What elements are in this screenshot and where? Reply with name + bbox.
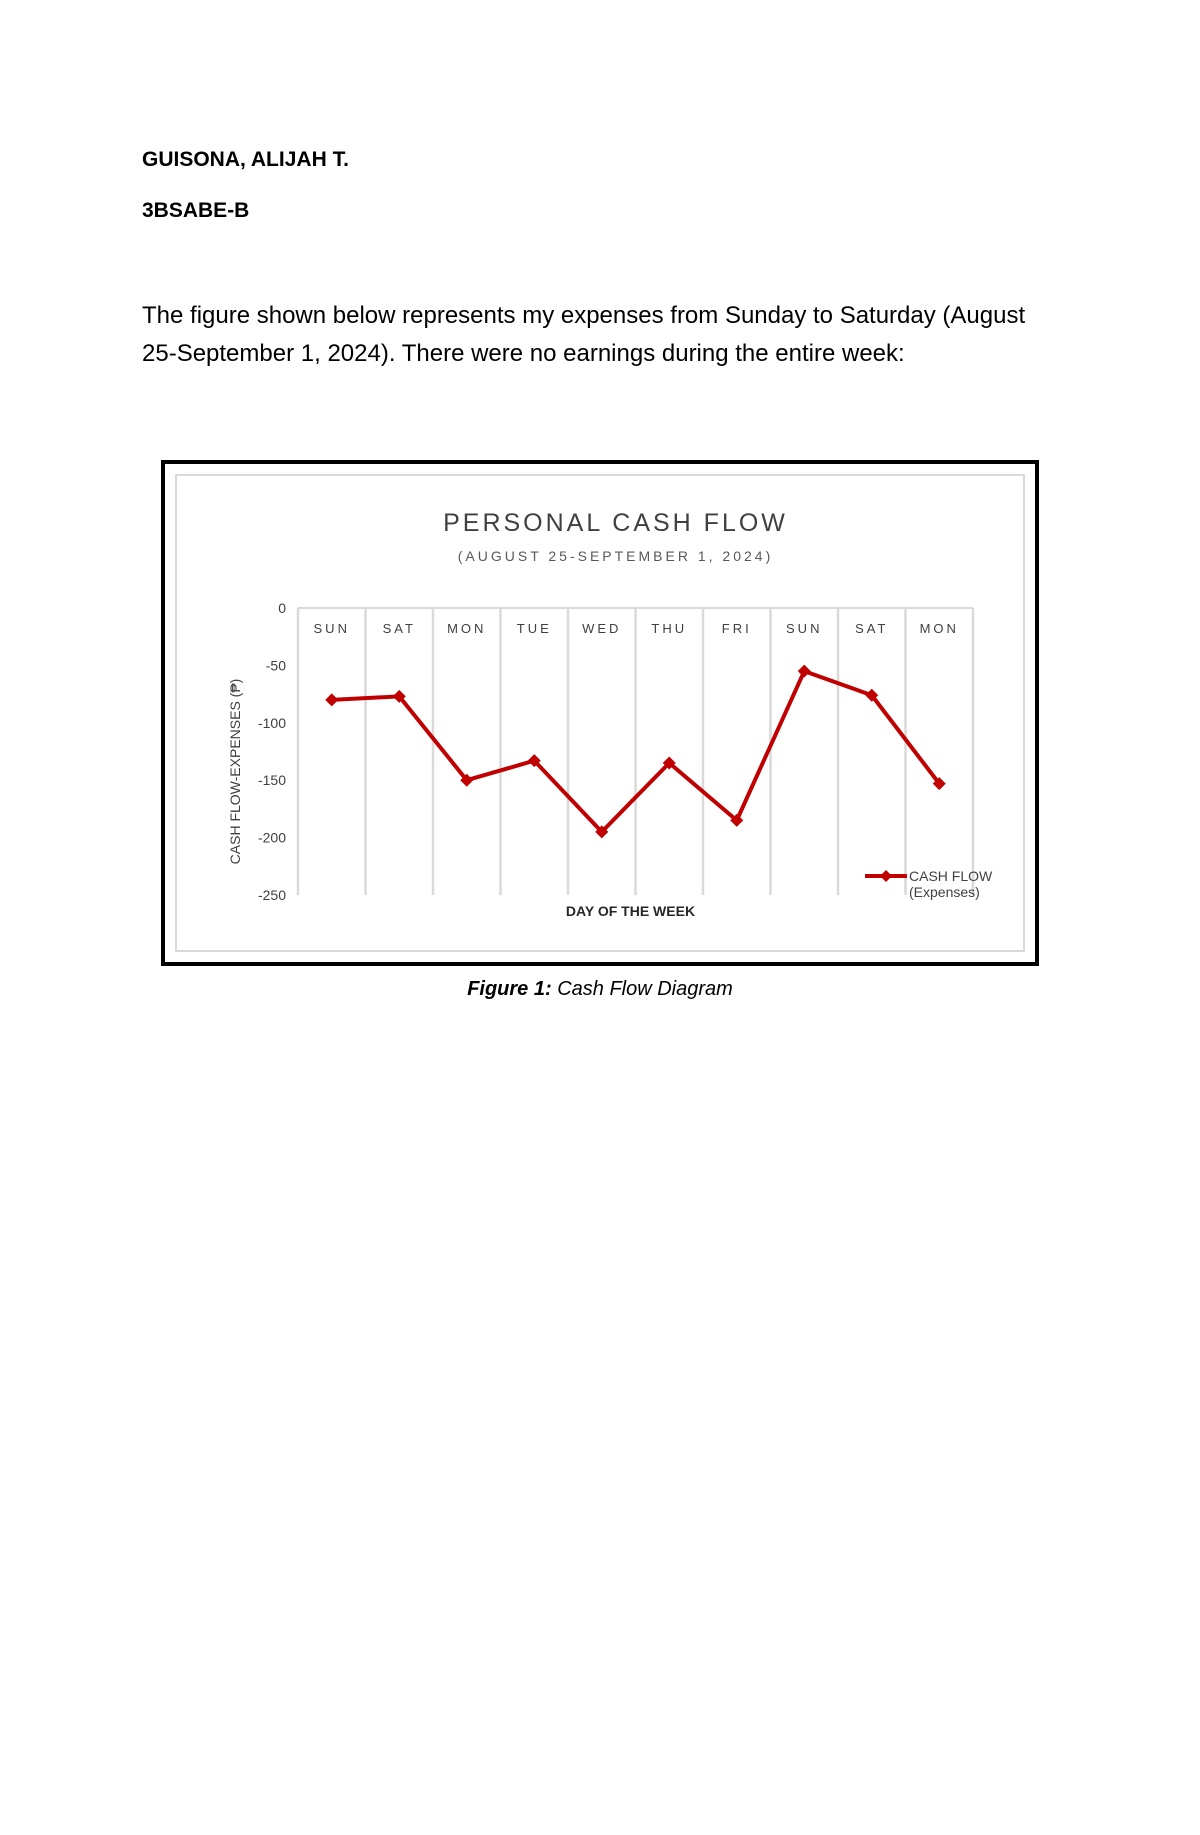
intro-paragraph bbox=[142, 297, 1082, 373]
chart-title: PERSONAL CASH FLOW bbox=[443, 509, 788, 537]
caption-label: Figure 1: bbox=[467, 978, 552, 1000]
legend-marker bbox=[880, 870, 892, 882]
chart-subtitle: (AUGUST 25-SEPTEMBER 1, 2024) bbox=[457, 548, 774, 564]
cash-flow-chart bbox=[165, 464, 1035, 962]
y-tick-label: -100 bbox=[257, 714, 286, 731]
x-tick-label: MON bbox=[919, 621, 959, 636]
x-axis-label: DAY OF THE WEEK bbox=[565, 903, 696, 919]
student-section: 3BSABE-B bbox=[142, 199, 250, 222]
y-tick-label: 0 bbox=[278, 600, 286, 616]
y-tick-label: -50 bbox=[265, 657, 286, 674]
x-tick-label: TUE bbox=[516, 621, 552, 636]
y-tick-label: -150 bbox=[257, 772, 286, 789]
x-tick-label: SUN bbox=[786, 621, 823, 636]
legend-label-line-1: CASH FLOW bbox=[909, 868, 993, 884]
intro-line-1: The figure shown below represents my expenses from Sunday to Saturday (August bbox=[142, 302, 1026, 329]
x-tick-label: THU bbox=[651, 621, 688, 636]
data-point bbox=[798, 665, 811, 678]
y-axis-label: CASH FLOW-EXPENSES (₱) bbox=[227, 678, 243, 865]
y-tick-label: -200 bbox=[257, 829, 286, 846]
x-tick-label: FRI bbox=[721, 621, 752, 636]
x-tick-label: MON bbox=[447, 621, 487, 636]
figure-box bbox=[161, 460, 1039, 966]
x-tick-label: WED bbox=[582, 621, 622, 636]
x-tick-label: SAT bbox=[855, 621, 889, 636]
legend-label bbox=[909, 868, 993, 900]
caption-text: Cash Flow Diagram bbox=[551, 978, 733, 1000]
x-tick-label: SAT bbox=[382, 621, 416, 636]
intro-line-2: 25-September 1, 2024). There were no earnings during the entire week: bbox=[142, 340, 905, 367]
figure-caption bbox=[0, 978, 1200, 1001]
x-tick-label: SUN bbox=[313, 621, 350, 636]
student-name: GUISONA, ALIJAH T. bbox=[142, 148, 349, 171]
data-point bbox=[325, 693, 338, 706]
y-tick-label: -250 bbox=[257, 887, 286, 903]
legend-label-line-2: (Expenses) bbox=[909, 884, 980, 900]
